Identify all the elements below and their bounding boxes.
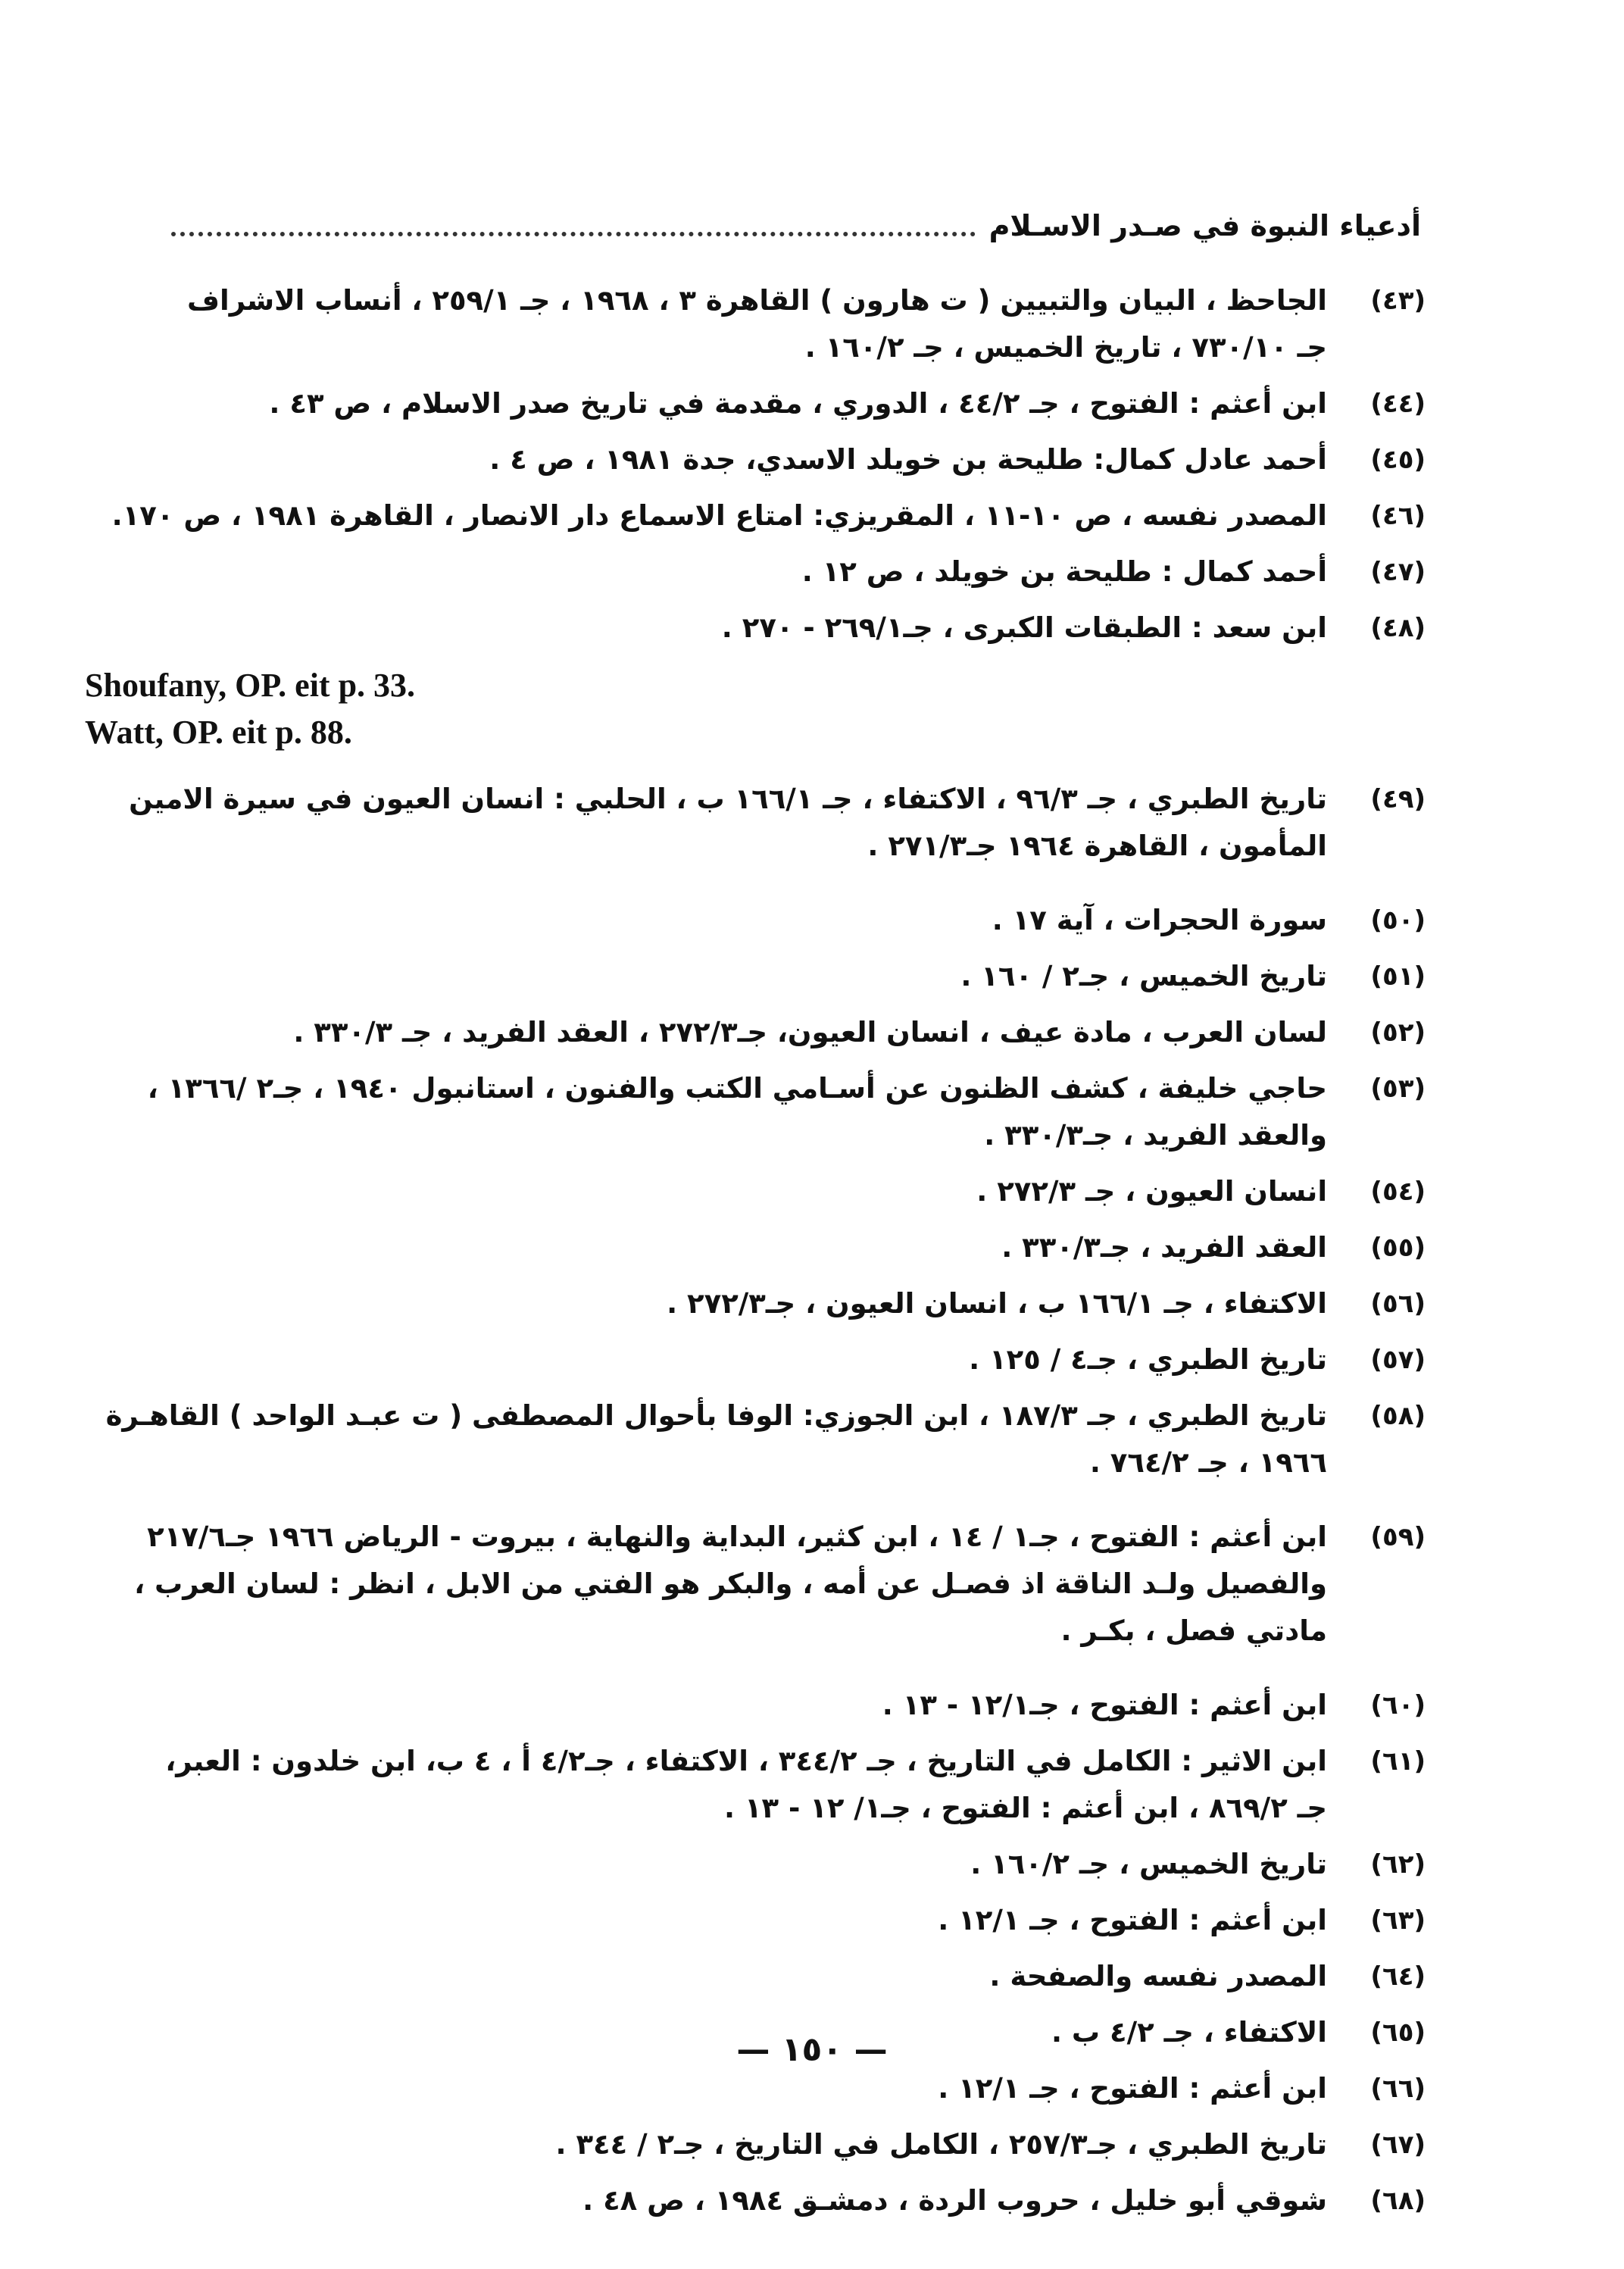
endnote-number: (٥٩) (1370, 1522, 1426, 1552)
endnote-text (85, 2123, 1327, 2167)
endnote (85, 2067, 1426, 2111)
endnote-line: ابن أعثم : الفتوح ، جـ١ / ١٤ ، ابن كثير، البداية والنهاية ، بيروت - الرياض ١٩٦٦ جـ٢١٧/٦ (147, 1520, 1327, 1553)
endnote (85, 550, 1426, 594)
endnote-text (85, 899, 1327, 942)
endnote-line: ابن سعد : الطبقات الكبرى ، جـ٢٦٩/١ - ٢٧٠ . (721, 611, 1327, 644)
endnote-text (85, 1011, 1327, 1055)
endnote-text (85, 1899, 1327, 1942)
endnote (85, 955, 1426, 999)
endnote (85, 1226, 1426, 1270)
endnote-number: (٤٤) (1370, 389, 1426, 419)
endnote-line: تاريخ الطبري ، جـ ١٨٧/٣ ، ابن الجوزي: الوفا بأحوال المصطفى ( ت عبـد الواحد ) القاهـرة (105, 1399, 1327, 1432)
endnote-line: الاكتفاء ، جـ ١٦٦/١ ب ، انسان العيون ، جـ٢٧٢/٣ . (667, 1287, 1327, 1320)
endnote-line: والفصيل ولـد الناقة اذ فصـل عن أمه ، والبكر هو الفتي من الابل ، انظر : لسان العرب ، (134, 1567, 1327, 1600)
endnote-line: جـ ٧٣٠/١٠ ، تاريخ الخميس ، جـ ١٦٠/٢ . (804, 331, 1327, 364)
endnote-text (85, 1394, 1327, 1485)
endnote-number: (٦٧) (1370, 2130, 1426, 2160)
endnote-text (85, 1683, 1327, 1727)
endnote-line: ١٩٦٦ ، جـ ٧٦٤/٢ . (1089, 1446, 1327, 1479)
endnote-number: (٥١) (1370, 961, 1426, 992)
endnote (85, 438, 1426, 482)
page-number: — ١٥٠ — (736, 2030, 888, 2069)
endnote-line: الاكتفاء ، جـ ٤/٢ ب . (1051, 2016, 1327, 2049)
endnote-text (85, 550, 1327, 594)
endnote-number: (٥٦) (1370, 1289, 1426, 1319)
endnote-line: انسان العيون ، جـ ٢٧٢/٣ . (976, 1175, 1327, 1208)
endnote-line: المصدر نفسه والصفحة . (989, 1960, 1327, 1992)
endnote-number: (٤٣) (1370, 286, 1426, 316)
endnote-number: (٦٤) (1370, 1961, 1426, 1992)
endnote-number: (٥٣) (1370, 1074, 1426, 1104)
endnote-text (85, 1226, 1327, 1270)
endnote-number: (٤٨) (1370, 613, 1426, 643)
endnote-text (85, 606, 1327, 650)
endnote-line: مادتي فصل ، بكـر . (1060, 1614, 1327, 1647)
endnote-text (85, 2067, 1327, 2111)
endnotes-group-a (85, 279, 1426, 650)
endnote-line: أحمد كمال : طليحة بن خويلد ، ص ١٢ . (801, 555, 1327, 588)
endnote-line: لسان العرب ، مادة عيف ، انسان العيون، جـ٢٧٢/٣ ، العقد الفريد ، جـ ٣٣٠/٣ . (293, 1016, 1327, 1049)
endnote-number: (٥٤) (1370, 1177, 1426, 1207)
endnote (85, 2123, 1426, 2167)
endnote-number: (٥٠) (1370, 905, 1426, 936)
latin-citation-watt: Watt, OP. eit p. 88. (85, 714, 352, 751)
endnote-text (85, 2179, 1327, 2223)
endnote-number: (٤٧) (1370, 557, 1426, 587)
endnote-line: حاجي خليفة ، كشف الظنون عن أسـامي الكتب والفنون ، استانبول ١٩٤٠ ، جـ٢ /١٣٦٦ ، (147, 1072, 1327, 1105)
endnote (85, 1338, 1426, 1382)
endnote (85, 1282, 1426, 1326)
endnote-text (85, 438, 1327, 482)
running-header (171, 198, 1421, 244)
latin-citation-shoufany: Shoufany, OP. eit p. 33. (85, 667, 416, 704)
endnote-line: ابن أعثم : الفتوح ، جـ ١٢/١ . (938, 1904, 1327, 1936)
endnote-line: المصدر نفسه ، ص ١٠-١١ ، المقريزي: امتاع الاسماع دار الانصار ، القاهرة ١٩٨١ ، ص ١٧٠. (111, 499, 1327, 532)
endnote (85, 606, 1426, 650)
endnote-number: (٦١) (1370, 1746, 1426, 1777)
endnote (85, 1067, 1426, 1158)
endnote-line: ابن أعثم : الفتوح ، جـ١٢/١ - ١٣ . (882, 1689, 1327, 1721)
header-title: أدعياء النبوة في صـدر الاسـلام (988, 209, 1421, 242)
endnote-text (85, 1955, 1327, 1999)
endnote-number: (٥٢) (1370, 1017, 1426, 1048)
endnote-line: تاريخ الطبري ، جـ ٩٦/٣ ، الاكتفاء ، جـ ١٦٦/١ ب ، الحلبي : انسان العيون في سيرة الامين (129, 783, 1327, 815)
endnote-number: (٥٧) (1370, 1345, 1426, 1375)
endnote-text (85, 1338, 1327, 1382)
endnote (85, 1011, 1426, 1055)
endnote (85, 1515, 1426, 1653)
endnote-number: (٦٨) (1370, 2186, 1426, 2216)
endnote-number: (٦٦) (1370, 2074, 1426, 2104)
endnote-text (85, 1067, 1327, 1158)
endnote-line: الجاحظ ، البيان والتبيين ( ت هارون ) القاهرة ٣ ، ١٩٦٨ ، جـ ٢٥٩/١ ، أنساب الاشراف (187, 284, 1327, 317)
endnote-line: العقد الفريد ، جـ٣٣٠/٣ . (1001, 1231, 1327, 1264)
endnote (85, 777, 1426, 868)
endnote-number: (٤٩) (1370, 784, 1426, 814)
endnote (85, 1955, 1426, 1999)
header-dotted-rule (171, 232, 976, 236)
endnote-text (85, 494, 1327, 538)
endnote-line: المأمون ، القاهرة ١٩٦٤ جـ٢٧١/٣ . (867, 830, 1327, 862)
endnote-number: (٥٥) (1370, 1233, 1426, 1263)
endnote (85, 1739, 1426, 1830)
endnote-text (85, 1170, 1327, 1214)
endnote-text (85, 382, 1327, 426)
endnote-line: سورة الحجرات ، آية ١٧ . (992, 904, 1327, 936)
endnote-line: تاريخ الطبري ، جـ٤ / ١٢٥ . (969, 1343, 1327, 1376)
endnote (85, 1170, 1426, 1214)
endnote-number: (٦٣) (1370, 1905, 1426, 1936)
endnotes (85, 279, 1426, 2235)
endnote-number: (٦٥) (1370, 2017, 1426, 2048)
endnote (85, 1683, 1426, 1727)
endnote-number: (٦٠) (1370, 1690, 1426, 1721)
endnote (85, 1842, 1426, 1886)
endnote-number: (٥٨) (1370, 1401, 1426, 1431)
endnote-text (85, 777, 1327, 868)
endnote (85, 494, 1426, 538)
endnote (85, 899, 1426, 942)
endnote (85, 2179, 1426, 2223)
latin-citations (85, 662, 1426, 756)
endnote-line: أحمد عادل كمال: طليحة بن خويلد الاسدي، جدة ١٩٨١ ، ص ٤ . (489, 443, 1327, 476)
endnote-number: (٤٦) (1370, 501, 1426, 531)
endnote-text (85, 1515, 1327, 1653)
endnote-line: ابن الاثير : الكامل في التاريخ ، جـ ٣٤٤/٢ ، الاكتفاء ، جـ٤/٢ أ ، ٤ ب، ابن خلدون : العبر، (165, 1745, 1327, 1777)
endnote-line: ابن أعثم : الفتوح ، جـ ٤٤/٢ ، الدوري ، مقدمة في تاريخ صدر الاسلام ، ص ٤٣ . (269, 387, 1327, 420)
endnote-line: جـ ٨٦٩/٢ ، ابن أعثم : الفتوح ، جـ١/ ١٢ - ١٣ . (724, 1792, 1327, 1824)
endnote-line: تاريخ الطبري ، جـ٢٥٧/٣ ، الكامل في التاريخ ، جـ٢ / ٣٤٤ . (555, 2128, 1327, 2161)
endnote-text (85, 1842, 1327, 1886)
endnote-text (85, 955, 1327, 999)
endnotes-group-b (85, 777, 1426, 2223)
endnote-number: (٤٥) (1370, 445, 1426, 475)
endnote-text (85, 279, 1327, 370)
endnote-line: والعقد الفريد ، جـ٣٣٠/٣ . (984, 1119, 1327, 1152)
endnote-number: (٦٢) (1370, 1849, 1426, 1880)
endnote-text (85, 1739, 1327, 1830)
endnote-line: تاريخ الخميس ، جـ٢ / ١٦٠ . (960, 960, 1327, 992)
endnote (85, 1899, 1426, 1942)
endnote (85, 279, 1426, 370)
endnote-line: ابن أعثم : الفتوح ، جـ ١٢/١ . (938, 2072, 1327, 2105)
endnote-line: شوقي أبو خليل ، حروب الردة ، دمشـق ١٩٨٤ ، ص ٤٨ . (582, 2184, 1327, 2217)
endnote (85, 382, 1426, 426)
endnote (85, 1394, 1426, 1485)
endnote-text (85, 1282, 1327, 1326)
endnote-line: تاريخ الخميس ، جـ ١٦٠/٢ . (970, 1848, 1327, 1880)
